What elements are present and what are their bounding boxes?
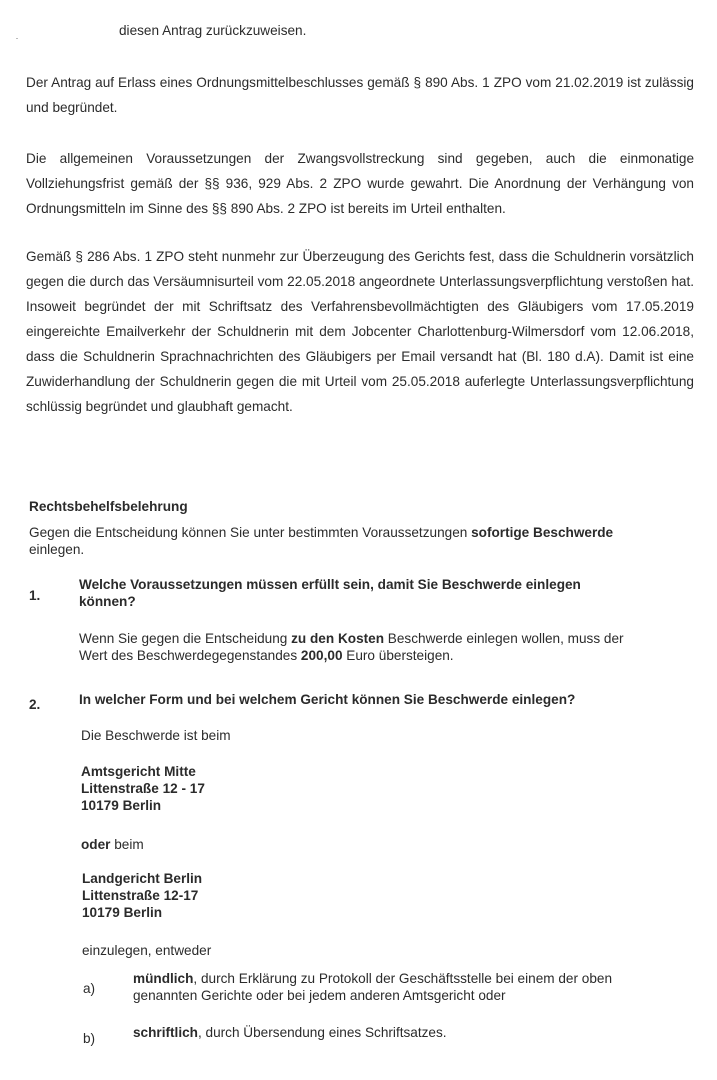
intro-line: diesen Antrag zurückzuweisen. <box>119 23 307 38</box>
court2-street: Littenstraße 12-17 <box>82 888 199 903</box>
option-b-bold: schriftlich <box>133 1025 198 1040</box>
q2-tail: einzulegen, entweder <box>82 943 212 958</box>
q1-answer-bold1: zu den Kosten <box>291 631 385 646</box>
q1-line2: können? <box>79 594 136 609</box>
q1-answer-part2: Beschwerde einlegen wollen, muss der <box>384 631 624 646</box>
section-heading: Rechtsbehelfsbelehrung <box>29 499 188 514</box>
court2-address <box>82 870 202 921</box>
court1-street: Littenstraße 12 - 17 <box>81 781 205 796</box>
remedy-intro-line2: einlegen. <box>29 542 85 557</box>
paragraph-evidence: Gemäß § 286 Abs. 1 ZPO steht nunmehr zur Überzeugung des Gerichts fest, dass die Schuldnerin vorsätzlich gegen die durch das Versäumnisurteil vom 22.05.2018 angeordnete Unterlassungsverpflichtung verstoßen hat. Insoweit begründet der mit Schriftsatz des Verfahrensbevollmächtigten des Gläubigers vom 17.05.2019 eingereichte Emailverkehr der Schuldnerin mit dem Jobcenter Charlottenburg-Wilmersdorf vom 12.06.2018, dass die Schuldnerin Sprachnachrichten des Gläubigers per Email versandt hat (Bl. 180 d.A). Damit ist eine Zuwiderhandlung der Schuldnerin gegen die mit Urteil vom 25.05.2018 auferlegte Unterlassungsverpflichtung schlüssig begründet und glaubhaft gemacht. <box>26 249 694 414</box>
or-bold: oder <box>81 837 111 852</box>
paragraph-admissibility: Der Antrag auf Erlass eines Ordnungsmittelbeschlusses gemäß § 890 Abs. 1 ZPO vom 21.02.2019 ist zulässig und begründet. <box>26 75 694 115</box>
q1-line1: Welche Voraussetzungen müssen erfüllt sein, damit Sie Beschwerde einlegen <box>79 577 581 592</box>
court1-address <box>81 763 205 814</box>
option-a-line2: genannten Gerichte oder bei jedem anderen Amtsgericht oder <box>133 988 506 1003</box>
q2-lead: Die Beschwerde ist beim <box>81 728 231 743</box>
court1-city: 10179 Berlin <box>81 798 162 813</box>
remedy-intro-bold: sofortige Beschwerde <box>471 525 614 540</box>
q1-answer <box>79 630 624 664</box>
remedy-intro-text: Gegen die Entscheidung können Sie unter bestimmten Voraussetzungen <box>29 525 472 540</box>
q1-answer-part3: Wert des Beschwerdegegenstandes <box>79 648 301 663</box>
option-b-text <box>133 1024 447 1041</box>
option-a-text <box>133 970 612 1004</box>
option-a-label: a) <box>83 981 96 996</box>
court2-city: 10179 Berlin <box>82 905 163 920</box>
or-rest: beim <box>110 837 144 852</box>
remedy-intro <box>29 524 699 558</box>
option-b-label: b) <box>83 1031 96 1046</box>
option-b-rest: , durch Übersendung eines Schriftsatzes. <box>197 1025 447 1040</box>
q1-answer-part1: Wenn Sie gegen die Entscheidung <box>79 631 292 646</box>
q1-number: 1. <box>29 588 41 603</box>
q1-answer-bold2: 200,00 <box>300 648 343 663</box>
paragraph-preconditions: Die allgemeinen Voraussetzungen der Zwangsvollstreckung sind gegeben, auch die einmonatige Vollziehungsfrist gemäß der §§ 936, 929 Abs. 2 ZPO wurde gewahrt. Die Anordnung der Verhängung von Ordnungsmitteln im Sinne des §§ 890 Abs. 2 ZPO ist bereits im Urteil enthalten. <box>26 151 694 216</box>
q2-number: 2. <box>29 697 41 712</box>
scan-speck <box>16 38 18 39</box>
option-a-bold: mündlich <box>133 971 194 986</box>
q1-question <box>79 576 581 610</box>
court2-name: Landgericht Berlin <box>82 871 203 886</box>
or-line <box>81 836 144 853</box>
q1-answer-part4: Euro übersteigen. <box>342 648 454 663</box>
court1-name: Amtsgericht Mitte <box>81 764 196 779</box>
q2-question: In welcher Form und bei welchem Gericht können Sie Beschwerde einlegen? <box>79 692 576 707</box>
option-a-rest: , durch Erklärung zu Protokoll der Geschäftsstelle bei einem der oben <box>193 971 613 986</box>
